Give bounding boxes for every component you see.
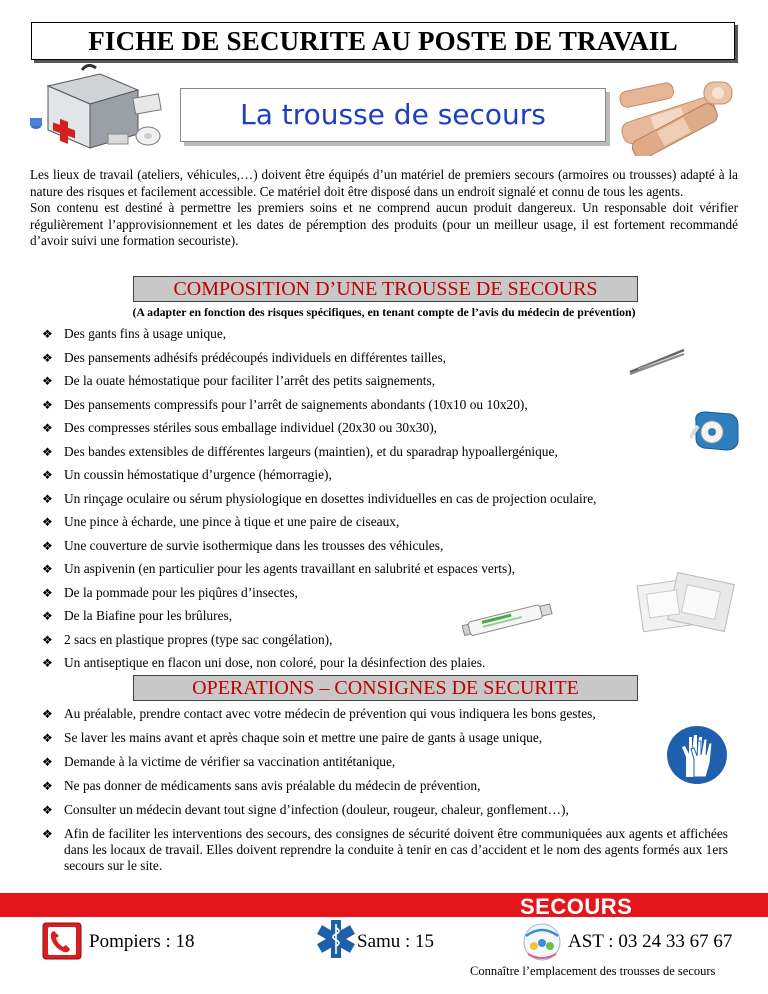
intro-paragraph: Les lieux de travail (ateliers, véhicules,…) doivent être équipés d’un matériel de premiers secours (armoires ou trousses) adapté à la nature des risques et facilement accessible. Ce matériel doit être disposé dans un endroit signalé et connu de tous les agents. (30, 167, 738, 199)
bullet-icon: ❖ (42, 327, 53, 341)
star-of-life-icon (316, 918, 356, 960)
phone-icon (42, 922, 82, 960)
ointment-tube-illustration (462, 600, 558, 638)
list-item: ❖ De la Biafine pour les brûlures, (42, 608, 233, 623)
list-item: ❖ Un antiseptique en flacon uni dose, non coloré, pour la désinfection des plaies. (42, 655, 486, 670)
list-item: ❖ Au préalable, prendre contact avec votre médecin de prévention qui vous indiquera les bons gestes, (42, 706, 596, 721)
tape-dispenser-illustration (690, 408, 742, 452)
operations-list (42, 706, 728, 874)
bullet-icon: ❖ (42, 468, 53, 482)
first-aid-kit-illustration (30, 64, 170, 152)
page-title: FICHE DE SECURITE AU POSTE DE TRAVAIL (31, 22, 735, 60)
bullet-icon: ❖ (42, 779, 53, 793)
bullet-icon: ❖ (42, 707, 53, 721)
secours-banner (0, 893, 768, 917)
list-item: ❖ Des compresses stériles sous emballage individuel (20x30 ou 30x30), (42, 420, 438, 435)
subtitle: La trousse de secours (180, 88, 606, 142)
bullet-icon: ❖ (42, 350, 53, 365)
bullet-icon: ❖ (42, 397, 53, 412)
list-item: ❖ Une pince à écharde, une pince à tique et une paire de ciseaux, (42, 514, 400, 529)
bullet-icon: ❖ (42, 421, 53, 435)
bullet-icon: ❖ (42, 585, 53, 600)
ast-number: AST : 03 24 33 67 67 (568, 931, 733, 952)
bullet-icon: ❖ (42, 538, 53, 553)
samu-number: Samu : 15 (357, 931, 435, 952)
list-item: ❖ Ne pas donner de médicaments sans avis préalable du médecin de prévention, (42, 778, 481, 793)
list-item: ❖ Des pansements adhésifs prédécoupés individuels en différentes tailles, (42, 349, 447, 365)
bullet-icon: ❖ (42, 444, 53, 459)
list-item: ❖ Se laver les mains avant et après chaque soin et mettre une paire de gants à usage unique, (42, 730, 543, 745)
intro-text (30, 167, 738, 250)
list-item: ❖ Afin de faciliter les interventions des secours, des consignes de sécurité doivent être communiquées aux agents et affichées dans les locaux de travail. Elles doivent reprendre la conduite à tenir en cas d’accident et le nom des agents formés aux 1ers secours sur le site. (42, 826, 728, 873)
gloves-sign-icon (660, 725, 734, 785)
list-item: ❖ Une couverture de survie isothermique dans les trousses des véhicules, (42, 537, 444, 553)
bullet-icon: ❖ (42, 491, 53, 506)
ast-logo (520, 922, 564, 962)
list-item: ❖ Un aspivenin (en particulier pour les agents travaillant en salubrité et espaces verts), (42, 561, 516, 576)
footer-caption: Connaître l’emplacement des trousses de secours (470, 964, 716, 978)
composition-note: (A adapter en fonction des risques spécifiques, en tenant compte de l’avis du médecin de prévention) (132, 305, 636, 319)
bullet-icon: ❖ (42, 803, 53, 817)
list-item: ❖ Des bandes extensibles de différentes largeurs (maintien), et du sparadrap hypoallergénique, (42, 443, 558, 459)
compress-illustration (632, 568, 742, 644)
composition-heading: COMPOSITION D’UNE TROUSSE DE SECOURS (133, 276, 638, 302)
bullet-icon: ❖ (42, 632, 53, 647)
secours-label: SECOURS (520, 894, 633, 919)
bullet-icon: ❖ (42, 562, 53, 576)
list-item: ❖ Demande à la victime de vérifier sa vaccination antitétanique, (42, 754, 396, 769)
bullet-icon: ❖ (42, 515, 53, 529)
list-item: ❖ Un coussin hémostatique d’urgence (hémorragie), (42, 467, 332, 482)
bullet-icon: ❖ (42, 731, 53, 745)
tweezers-illustration (628, 346, 686, 376)
bullet-icon: ❖ (42, 609, 53, 623)
pompiers-number: Pompiers : 18 (89, 931, 195, 952)
plaster-illustration (612, 74, 737, 156)
bullet-icon: ❖ (42, 374, 53, 388)
bullet-icon: ❖ (42, 827, 53, 841)
operations-heading: OPERATIONS – CONSIGNES DE SECURITE (133, 675, 638, 701)
list-item: ❖ De la pommade pour les piqûres d’insectes, (42, 584, 298, 600)
list-item: ❖ 2 sacs en plastique propres (type sac congélation), (42, 631, 333, 647)
list-item: ❖ Des pansements compressifs pour l’arrêt de saignements abondants (10x10 ou 10x20), (42, 396, 528, 412)
bullet-icon: ❖ (42, 656, 53, 670)
list-item: ❖ Consulter un médecin devant tout signe d’infection (douleur, rougeur, chaleur, gonflement…), (42, 802, 569, 817)
list-item: ❖ Des gants fins à usage unique, (42, 326, 227, 341)
intro-paragraph: Son contenu est destiné à permettre les premiers soins et ne comprend aucun produit dangereux. Un responsable doit vérifier régulièrement l’approvisionnement et les dates de péremption des produits (pour un meilleur usage, il est fortement recommandé d’avoir suivi une formation secouriste). (30, 200, 738, 248)
list-item: ❖ Un rinçage oculaire ou sérum physiologique en dosettes individuelles en cas de projection oculaire, (42, 490, 597, 506)
bullet-icon: ❖ (42, 755, 53, 769)
list-item: ❖ De la ouate hémostatique pour faciliter l’arrêt des petits saignements, (42, 373, 436, 388)
